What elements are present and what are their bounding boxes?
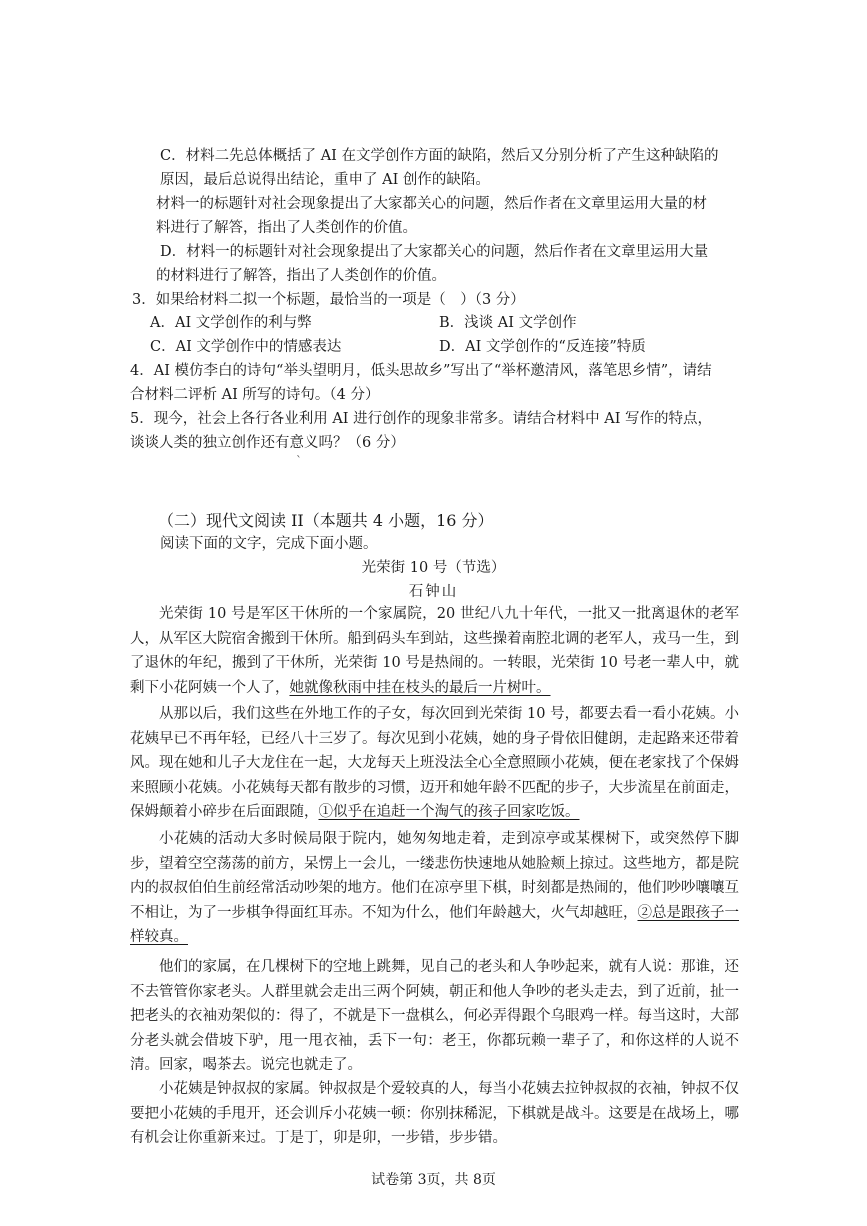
- article-title: 光荣街 10 号（节选）: [361, 560, 506, 576]
- stray-mark: `: [296, 454, 302, 468]
- question-3-option-d: D．AI 文学创作的“反连接”特质: [439, 339, 646, 355]
- paragraph-1-text: 光荣街 10 号是军区干休所的一个家属院，20 世纪八九十年代，一批又一批离退休的老军人，从军区大院宿舍搬到干休所。船到码头车到站，这些操着南腔北调的老军人，戎马一生，到了退休的年纪，搬到了干休所，光荣街 10 号是热闹的。一转眼，光荣街 10 号老一辈人中，就剩下小花阿姨一个人了，: [130, 606, 739, 696]
- question-4-line-2: 合材料二评析 AI 所写的诗句。（4 分）: [130, 387, 380, 403]
- paragraph-2-text: 从那以后，我们这些在外地工作的子女，每次回到光荣街 10 号，都要去看一看小花姨。小花姨早已不再年轻，已经八十三岁了。每次见到小花姨，她的身子骨依旧健朗，走起路来还带着风。现在她和儿子大龙住在一起，大龙每天上班没法全心全意照顾小花姨，便在老家找了个保姆来照顾小花姨。小花姨每天都有散步的习惯，迈开和她年龄不匹配的步子，大步流星在前面走，保姆颠着小碎步在后面跟随，: [130, 706, 739, 821]
- question-5-line-1: 5．现今，社会上各行各业利用 AI 进行创作的现象非常多。请结合材料中 AI 写作的特点，: [130, 411, 713, 427]
- paragraph-3-underlined-sentence: ②总是跟孩子一样较真。: [130, 904, 739, 946]
- question-5-line-2: 谈谈人类的独立创作还有意义吗？（6 分）: [130, 435, 405, 451]
- article-paragraph-2: [130, 702, 739, 825]
- article-author: 石钟山: [408, 584, 459, 600]
- paragraph-2-underlined-sentence: ①似乎在追赶一个淘气的孩子回家吃饭。: [318, 804, 580, 821]
- page-footer: 试卷第 3页，共 8页: [371, 1172, 496, 1188]
- question-3-option-c: C．AI 文学创作中的情感表达: [150, 339, 342, 355]
- question-3-option-b: B．浅谈 AI 文学创作: [439, 315, 577, 331]
- option-c-line-2: 原因，最后总说得出结论，重申了 AI 创作的缺陷。: [160, 172, 490, 188]
- section-title: （二）现代文阅读 II（本题共 4 小题，16 分）: [158, 511, 494, 530]
- question-3-stem: 3．如果给材料二拟一个标题，最恰当的一项是（ ）（3 分）: [132, 292, 525, 308]
- question-3-option-a: A．AI 文学创作的利与弊: [150, 315, 312, 331]
- option-d-line-1: D．材料一的标题针对社会现象提出了大家都关心的问题，然后作者在文章里运用大量: [160, 244, 709, 260]
- paragraph-3-text: 小花姨的活动大多时候局限于院内，她匆匆地走着，走到凉亭或某棵树下，或突然停下脚步，望着空空荡荡的前方，呆愣上一会儿，一缕悲伤快速地从她脸颊上掠过。这些地方，都是院内的叔叔伯伯生前经常活动吵架的地方。他们在凉亭里下棋，时刻都是热闹的，他们吵吵嚷嚷互不相让，为了一步棋争得面红耳赤。不知为什么，他们年龄越大，火气却越旺，: [130, 831, 739, 921]
- article-paragraph-5: 小花姨是钟叔叔的家属。钟叔叔是个爱较真的人，每当小花姨去拉钟叔叔的衣袖，钟叔不仅要把小花姨的手甩开，还会训斥小花姨一顿：你别抹稀泥，下棋就是战斗。这要是在战场上，哪有机会让你重新来过。丁是丁，卯是卯，一步错，步步错。: [130, 1081, 739, 1147]
- paragraph-1-underlined-sentence: 她就像秋雨中挂在枝头的最后一片树叶。: [289, 679, 551, 696]
- option-d-line-2: 的材料进行了解答，指出了人类创作的价值。: [156, 268, 446, 284]
- option-c-line-1: C．材料二先总体概括了 AI 在文学创作方面的缺陷，然后又分别分析了产生这种缺陷的: [160, 148, 719, 164]
- section-instruction: 阅读下面的文字，完成下面小题。: [160, 536, 378, 552]
- article-paragraph-3: [130, 827, 739, 950]
- option-extra-line-1: 材料一的标题针对社会现象提出了大家都关心的问题，然后作者在文章里运用大量的材: [156, 196, 707, 212]
- article-paragraph-4: 他们的家属，在几棵树下的空地上跳舞，见自己的老头和人争吵起来，就有人说：那谁，还不去管管你家老头。人群里就会走出三两个阿姨，朝正和他人争吵的老头走去，到了近前，扯一把老头的衣袖劝架似的：得了，不就是下一盘棋么，何必弄得跟个乌眼鸡一样。每当这时，大部分老头就会借坡下驴，甩一甩衣袖，丢下一句：老王，你都玩赖一辈子了，和你这样的人说不清。回家，喝茶去。说完也就走了。: [130, 959, 739, 1074]
- article-paragraph-1: [130, 602, 739, 700]
- option-extra-line-2: 料进行了解答，指出了人类创作的价值。: [156, 220, 417, 236]
- question-4-line-1: 4．AI 模仿李白的诗句“举头望明月，低头思故乡”写出了“举杯邀清风，落笔思乡情”，请结: [130, 363, 712, 379]
